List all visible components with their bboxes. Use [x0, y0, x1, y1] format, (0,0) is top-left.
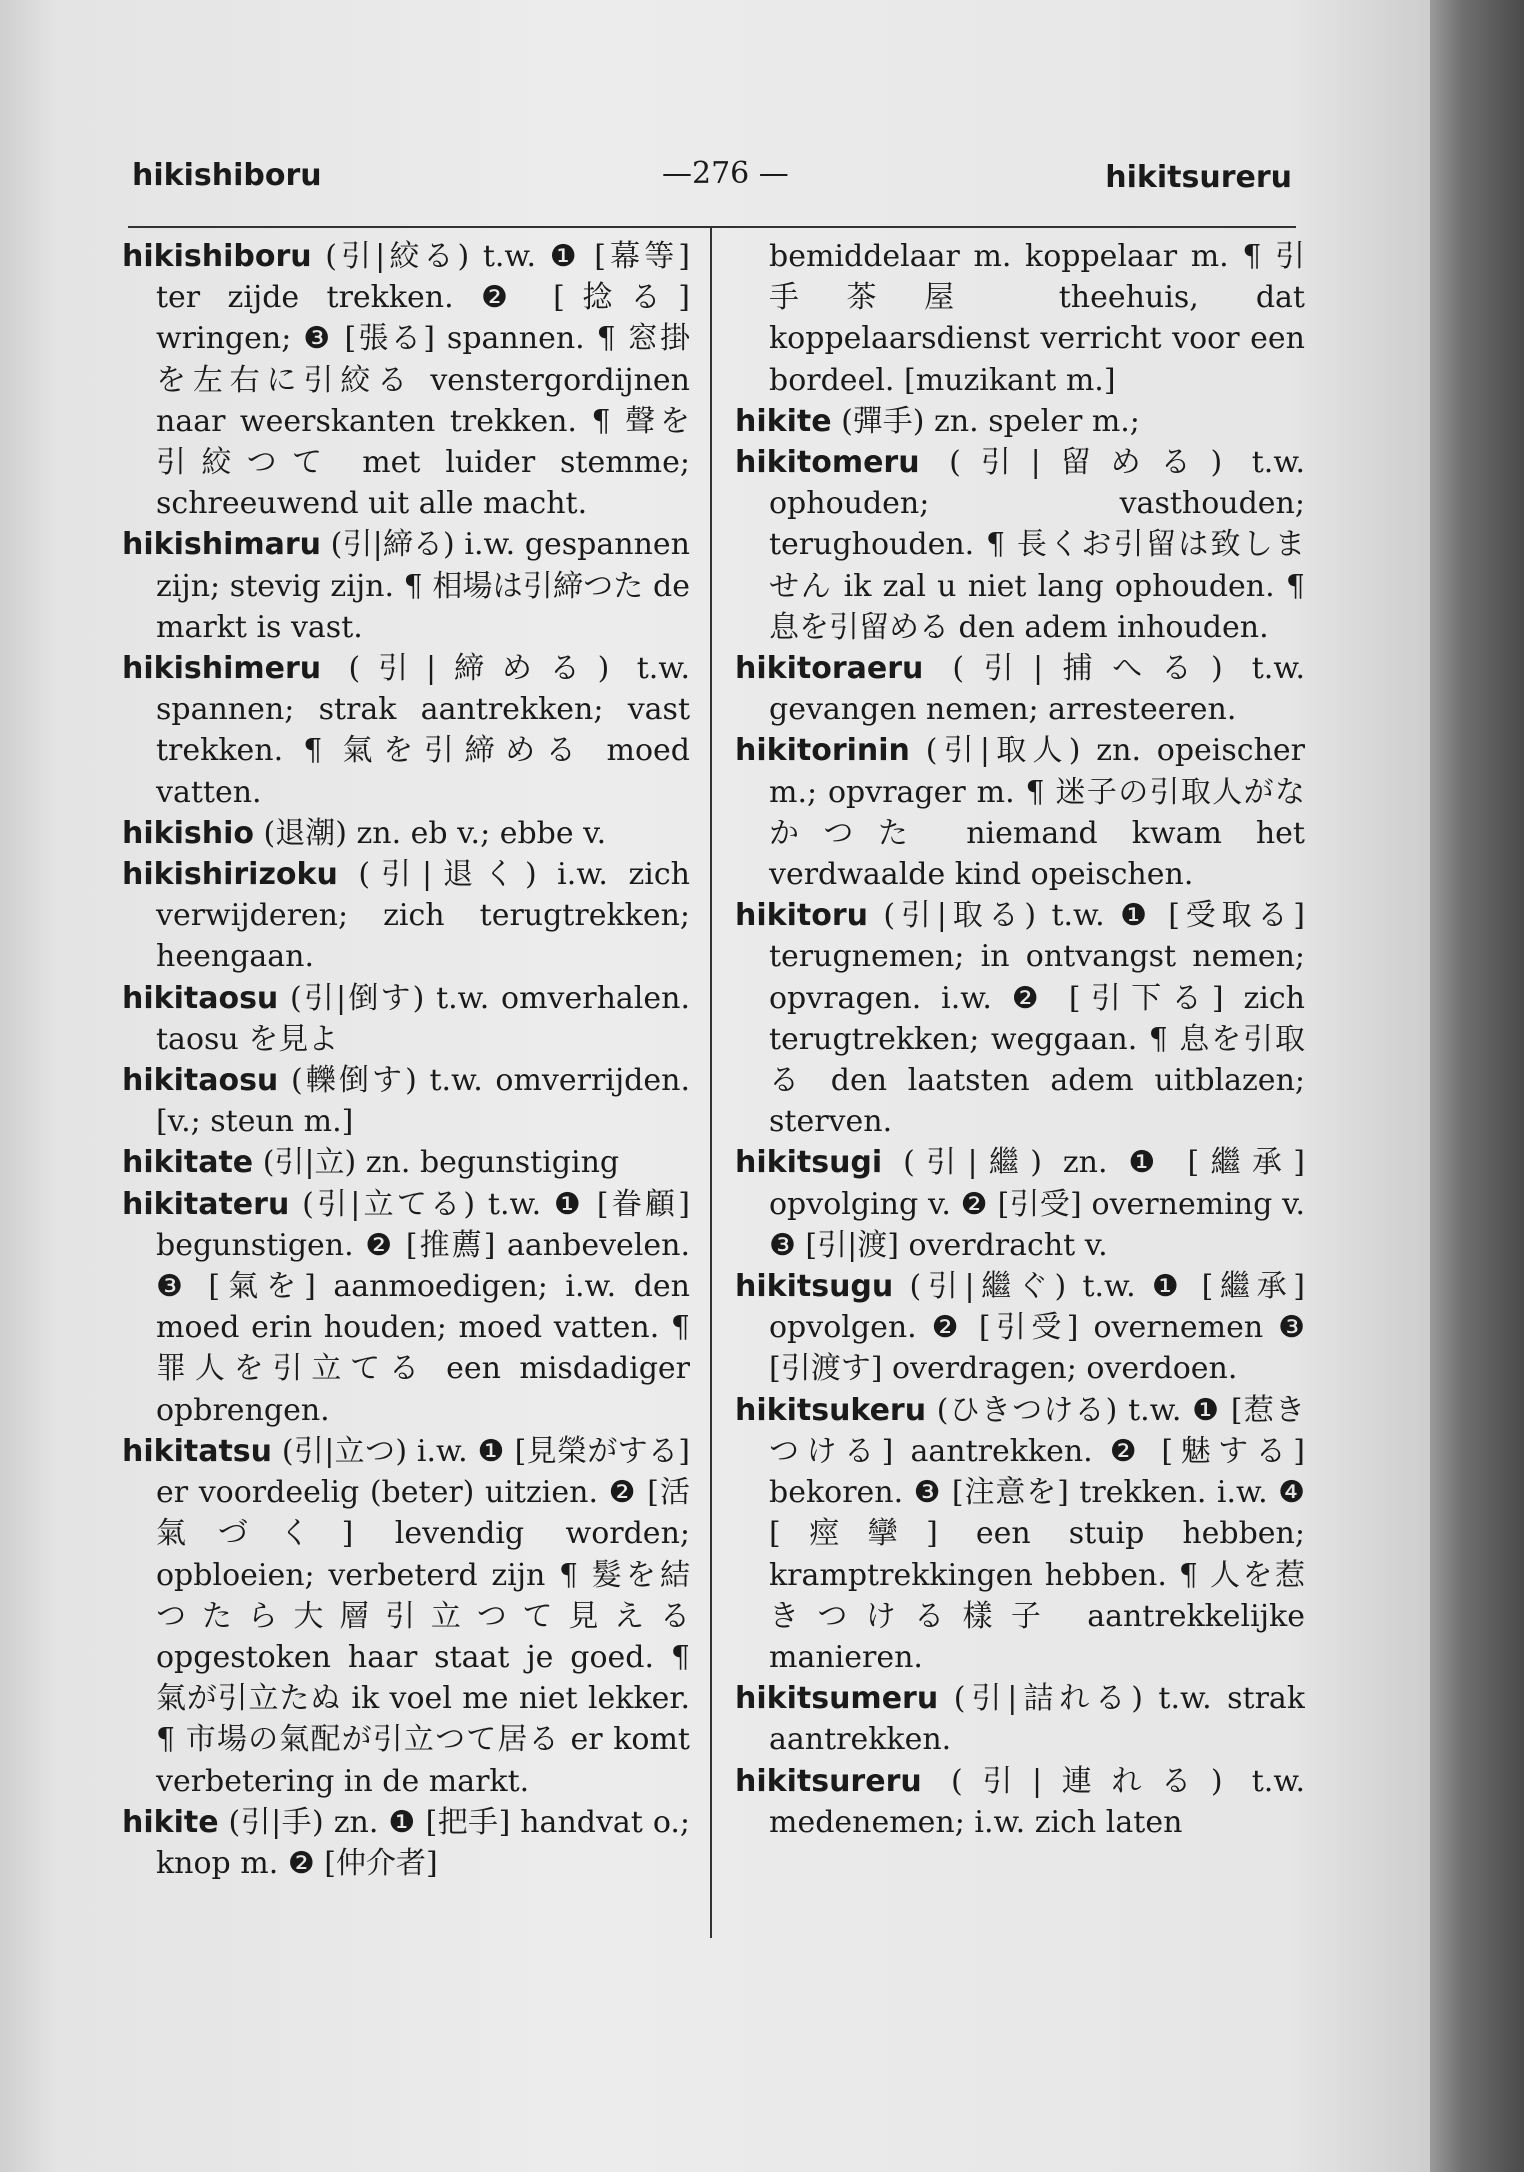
headword: hikitsugi [735, 1145, 883, 1181]
headword: hikishiboru [122, 239, 312, 274]
dictionary-entry [122, 978, 690, 1060]
dictionary-entry [122, 813, 690, 854]
dictionary-entry [122, 236, 690, 524]
dictionary-entry [735, 1266, 1305, 1390]
definition: (ひきつける) t.w. ❶ [惹きつける] aantrekken. ❷ [魅する] bekoren. ❸ [注意を] trekken. i.w. ❹ [痙攣] een stuip hebben; kramptrekkingen hebben. ¶ 人を惹きつける樣子 aantrekkelijke manieren. [769, 1392, 1305, 1675]
dictionary-entry [122, 854, 690, 978]
dictionary-entry [735, 895, 1305, 1142]
headword: hikitate [122, 1145, 254, 1181]
definition: (引|繼ぐ) t.w. ❶ [繼承] opvolgen. ❷ [引受] overnemen ❸ [引渡す] overdragen; overdoen. [769, 1269, 1305, 1387]
definition: (引|立つ) i.w. ❶ [見榮がする] er voordeelig (beter) uitzien. ❷ [活氣づく] levendig worden; opbloeien; verbeterd zijn ¶ 髮を結つたら大層引立つて見える opgestoken haar staat je goed. ¶ 氣が引立たぬ ik voel me niet lekker. ¶ 市場の氣配が引立つて居る er komt verbetering in de markt. [156, 1433, 690, 1799]
page-header [132, 150, 1292, 206]
headword: hikitorinin [735, 733, 910, 769]
definition: (轢倒す) t.w. omverrijden. [v.; steun m.] [156, 1063, 690, 1140]
dictionary-entry [122, 648, 690, 813]
column-divider [710, 228, 712, 1938]
headword: hikitateru [122, 1186, 290, 1222]
definition: (引|締る) i.w. gespannen zijn; stevig zijn. ¶ 相場は引締つた de markt is vast. [156, 527, 690, 645]
dictionary-entry [122, 1060, 690, 1142]
definition: (引|退く) i.w. zich verwijderen; zich terugtrekken; heengaan. [156, 857, 690, 975]
header-last-entry: hikitsureru [1105, 160, 1292, 195]
dictionary-entry [735, 648, 1305, 730]
dictionary-entry [122, 524, 690, 648]
definition: (引|立) zn. begunstiging [253, 1145, 620, 1181]
headword: hikitsureru [735, 1763, 922, 1799]
definition: (引|立てる) t.w. ❶ [眷顧] begunstigen. ❷ [推薦] aanbevelen. ❸ [氣を] aanmoedigen; i.w. den moed erin houden; moed vatten. ¶ 罪人を引立てる een misdadiger opbrengen. [156, 1186, 690, 1428]
definition: (彈手) zn. speler m.; [831, 403, 1140, 439]
definition: (引|倒す) t.w. omverhalen. taosu を見よ [156, 980, 690, 1057]
headword: hikitaosu [122, 1063, 279, 1099]
definition: (引|留める) t.w. ophouden; vasthouden; terughouden. ¶ 長くお引留は致しません ik zal u niet lang ophouden. ¶ 息を引留める den adem inhouden. [769, 445, 1305, 645]
dictionary-entry [735, 730, 1305, 895]
definition: (引|取る) t.w. ❶ [受取る] terugnemen; in ontvangst nemen; opvragen. i.w. ❷ [引下る] zich terugtrekken; weggaan. ¶ 息を引取る den laatsten adem uitblazen; sterven. [769, 898, 1305, 1140]
dictionary-entry [122, 1142, 690, 1183]
headword: hikishirizoku [122, 857, 338, 893]
definition: (引|詰れる) t.w. strak aantrekken. [769, 1681, 1305, 1758]
headword: hikite [122, 1804, 219, 1840]
dictionary-entry [735, 1678, 1305, 1760]
dictionary-entry [735, 442, 1305, 648]
definition: (引|連れる) t.w. medenemen; i.w. zich laten [769, 1763, 1305, 1840]
definition: (引|絞る) t.w. ❶ [幕等] ter zijde trekken. ❷ [捻る] wringen; ❸ [張る] spannen. ¶ 窓掛を左右に引絞る venstergordijnen naar weerskanten trekken. ¶ 聲を引絞つて met luider stemme; schreeuwend uit alle macht. [156, 239, 690, 522]
headword: hikitomeru [735, 445, 920, 481]
definition: (引|繼) zn. ❶ [繼承] opvolging v. ❷ [引受] overneming v. ❸ [引|渡] overdracht v. [769, 1145, 1305, 1263]
page-number: —276 — [662, 156, 789, 191]
headword: hikitsumeru [735, 1681, 939, 1717]
dictionary-entry [122, 1431, 690, 1802]
headword: hikitatsu [122, 1433, 273, 1469]
dictionary-entry [122, 1802, 690, 1884]
headword: hikitsukeru [735, 1392, 927, 1428]
header-first-entry: hikishiboru [132, 158, 322, 193]
continued-definition: bemiddelaar m. koppelaar m. ¶ 引手茶屋 theehuis, dat koppelaarsdienst verricht voor een bordeel. [muzikant m.] [769, 239, 1305, 398]
headword: hikitsugu [735, 1269, 894, 1305]
definition: (引|手) zn. ❶ [把手] handvat o.; knop m. ❷ [仲介者] [156, 1804, 690, 1881]
headword: hikishimeru [122, 651, 322, 687]
definition: (引|捕へる) t.w. gevangen nemen; arresteeren. [769, 651, 1305, 728]
dictionary-entry [735, 401, 1305, 442]
left-column [122, 236, 690, 1936]
dictionary-entry [122, 1184, 690, 1431]
definition: (退潮) zn. eb v.; ebbe v. [253, 815, 607, 851]
definition: (引|取人) zn. opeischer m.; opvrager m. ¶ 迷子の引取人がなかつた niemand kwam het verdwaalde kind opeischen. [769, 733, 1305, 893]
headword: hikitaosu [122, 980, 279, 1016]
book-spine-edge [1430, 0, 1524, 2172]
headword: hikitoraeru [735, 651, 924, 687]
right-column [735, 236, 1305, 1936]
dictionary-entry [735, 1142, 1305, 1266]
headword: hikishimaru [122, 527, 322, 563]
headword: hikishio [122, 815, 254, 851]
header-rule [128, 226, 1296, 228]
headword: hikite [735, 403, 832, 439]
dictionary-entry [735, 1761, 1305, 1843]
dictionary-entry [735, 1390, 1305, 1678]
definition: (引|締める) t.w. spannen; strak aantrekken; vast trekken. ¶ 氣を引締める moed vatten. [156, 651, 690, 810]
headword: hikitoru [735, 898, 868, 934]
